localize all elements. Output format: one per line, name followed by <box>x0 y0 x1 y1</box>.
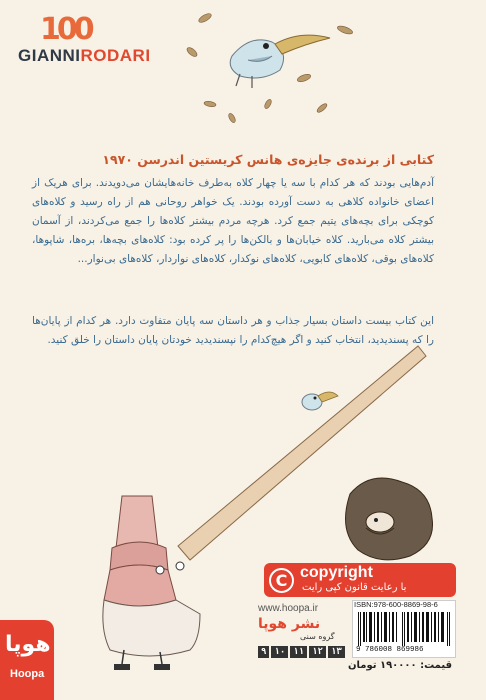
publisher-website[interactable]: www.hoopa.ir <box>258 603 319 614</box>
age-group-item: ۱۰ <box>271 646 288 658</box>
hoopa-logo-en: Hoopa <box>10 668 45 680</box>
hoopa-logo-fa: هوپا <box>5 632 51 657</box>
isbn-label: ISBN:978-600-8869-98-6 <box>354 600 438 609</box>
top-bird-illustration <box>230 35 330 88</box>
barcode-number: 9 786008 869986 <box>356 646 424 654</box>
copyright-label: copyright <box>300 564 373 581</box>
logo-brand-suffix: RODARI <box>80 46 151 65</box>
logo-brand <box>18 46 151 66</box>
publisher-name: نشر هوپا <box>258 616 321 632</box>
age-group-item: ۱۲ <box>309 646 326 658</box>
age-group-label: گروه سنی <box>300 632 335 641</box>
copyright-badge <box>264 563 456 597</box>
logo-brand-prefix: GIANNI <box>18 46 81 65</box>
price-label: قیمت: ۱۹۰۰۰۰ تومان <box>347 660 452 671</box>
age-group-item: ۹ <box>258 646 269 658</box>
age-group-strip <box>258 646 345 658</box>
logo-100-number: 100 <box>40 12 91 47</box>
copyright-icon: C <box>269 568 294 593</box>
description-paragraph: آدم‌هایی بودند که هر کدام با سه یا چهار کلاه به‌طرف خانه‌هایشان می‌دویدند. برای هریک از اعضای خانواده کلاهی به دست آورده بودند. یک خواهر روحانی هم از راه رسید و کلاه‌های کوچکی برای بچه‌های یتیم جمع کرد. هرچه مردم بیشتر کلاه‌ها را جمع می‌کردند، از آسمان بیشتر کلاه می‌بارید. کلاه خیابان‌ها و بالکن‌ها را پر کرده بود: کلاه‌های بچه‌ها، بره‌ها، شاپوها، کلاه‌های بوقی، کلاه‌های کابویی، کلاه‌های نوکدار، کلاه‌های نواردار، کلاه‌های بی‌نوار... <box>32 177 434 265</box>
gianni-rodari-logo <box>18 10 218 70</box>
book-tagline: کتابی از برنده‌ی جایزه‌ی هانس کریستین اندرسن ۱۹۷۰ <box>102 152 434 167</box>
copyright-subtext: با رعایت قانون کپی رایت <box>302 582 407 593</box>
age-group-item: ۱۱ <box>290 646 307 658</box>
age-group-item: ۱۳ <box>328 646 345 658</box>
small-bird-illustration <box>302 392 338 410</box>
hoopa-logo <box>0 620 54 700</box>
furry-creature-illustration <box>346 478 433 560</box>
barcode-icon <box>356 612 452 646</box>
book-summary-paragraph: این کتاب بیست داستان بسیار جذاب و هر داستان سه پایان متفاوت دارد. هر کدام از پایان‌ها را که پسندیدید، انتخاب کنید و اگر هیچ‌کدام را نپسندیدید خودتان پایان داستان را خلق کنید. <box>32 315 434 346</box>
hat-figure-illustration <box>103 496 200 670</box>
